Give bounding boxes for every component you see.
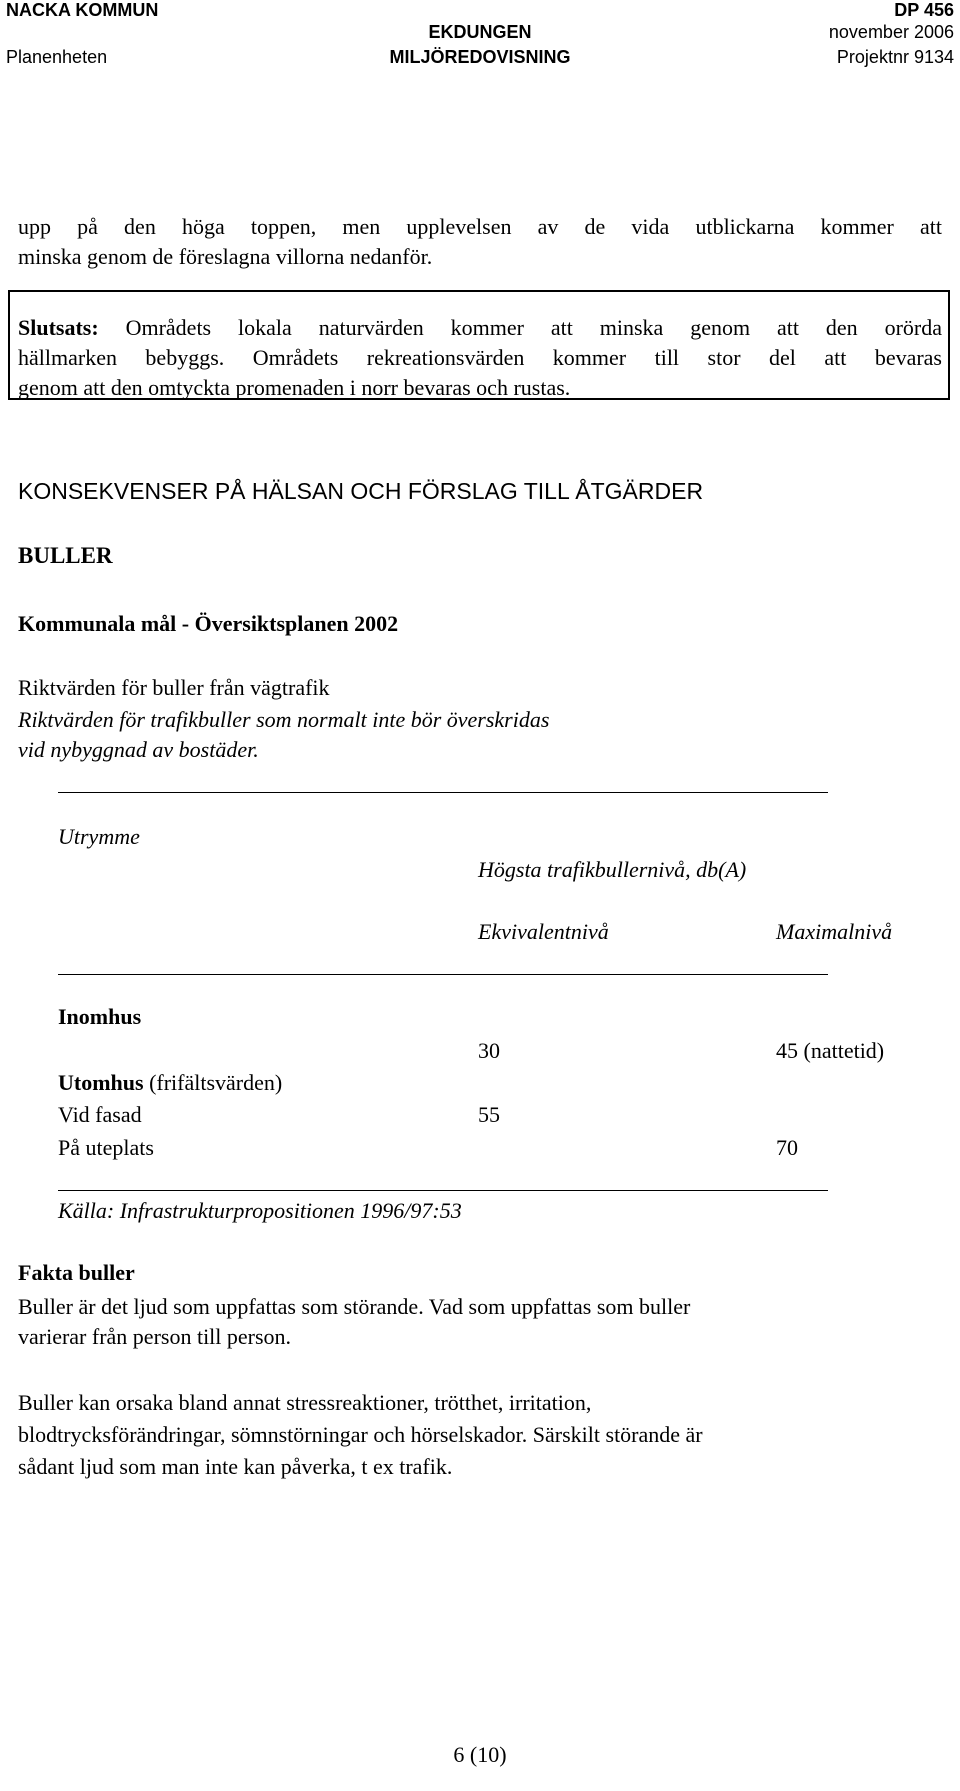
- buller-heading: BULLER: [18, 543, 113, 568]
- page-number: 6 (10): [453, 1742, 507, 1767]
- table-col-eq: Ekvivalentnivå: [478, 919, 609, 944]
- table-row-facade-eq: 55: [478, 1102, 500, 1127]
- table-row-indoor-eq: 30: [478, 1038, 500, 1063]
- table-row-indoor-label: Inomhus: [58, 1004, 142, 1029]
- table-row-indoor-max: 45 (nattetid): [776, 1038, 885, 1063]
- guideline-sub-line-1: Riktvärden för trafikbuller som normalt inte bör överskridas: [18, 707, 550, 732]
- facts-p2-line-3: sådant ljud som man inte kan påverka, t ex trafik.: [18, 1454, 453, 1479]
- table-rule-top: [58, 792, 828, 793]
- facts-heading: Fakta buller: [18, 1260, 135, 1285]
- intro-paragraph: [18, 212, 942, 272]
- header-org: NACKA KOMMUN: [6, 0, 159, 20]
- guideline-title: Riktvärden för buller från vägtrafik: [18, 675, 330, 700]
- conclusion-text-1: Områdets lokala naturvärden kommer att minska genom att den orörda: [98, 315, 942, 340]
- header-doc-id: DP 456: [894, 0, 954, 20]
- table-row-facade-label: Vid fasad: [58, 1102, 142, 1127]
- table-row-outdoor: [58, 1068, 282, 1098]
- header-unit: Planenheten: [6, 47, 108, 67]
- goal-heading: Kommunala mål - Översiktsplanen 2002: [18, 611, 399, 636]
- facts-p2-line-1: Buller kan orsaka bland annat stressreaktioner, trötthet, irritation,: [18, 1390, 592, 1415]
- table-col-group: Högsta trafikbullernivå, db(A): [478, 857, 747, 882]
- table-row-patio-label: På uteplats: [58, 1135, 154, 1160]
- table-row-outdoor-label: Utomhus: [58, 1070, 144, 1095]
- conclusion-label: Slutsats:: [18, 315, 99, 340]
- intro-line-1: upp på den höga toppen, men upplevelsen av de vida utblickarna kommer att: [18, 214, 942, 239]
- table-rule-bottom: [58, 1190, 828, 1191]
- header-project-no: Projektnr 9134: [836, 47, 954, 67]
- table-rule-header: [58, 974, 828, 975]
- facts-p2-line-2: blodtrycksförändringar, sömnstörningar och hörselskador. Särskilt störande är: [18, 1422, 703, 1447]
- table-row-outdoor-note: (frifältsvärden): [143, 1070, 283, 1095]
- table-row-patio-max: 70: [776, 1135, 798, 1160]
- conclusion-line-1: [18, 313, 942, 343]
- facts-p1-line-2: varierar från person till person.: [18, 1324, 292, 1349]
- header-date: november 2006: [828, 22, 954, 42]
- table-col-space: Utrymme: [58, 824, 140, 849]
- conclusion-paragraph: [18, 313, 942, 403]
- conclusion-line-2: hällmarken bebyggs. Områdets rekreationsvärden kommer till stor del att bevaras: [18, 345, 942, 370]
- section-heading: KONSEKVENSER PÅ HÄLSAN OCH FÖRSLAG TILL ÅTGÄRDER: [18, 478, 704, 504]
- table-col-max: Maximalnivå: [776, 919, 893, 944]
- table-source: Källa: Infrastrukturpropositionen 1996/97:53: [58, 1198, 462, 1223]
- header-section: MILJÖREDOVISNING: [389, 47, 571, 67]
- conclusion-line-3: genom att den omtyckta promenaden i norr bevaras och rustas.: [18, 375, 571, 400]
- header-project: EKDUNGEN: [428, 22, 532, 42]
- guideline-sub-line-2: vid nybyggnad av bostäder.: [18, 737, 259, 762]
- intro-line-2: minska genom de föreslagna villorna nedanför.: [18, 244, 433, 269]
- facts-p1-line-1: Buller är det ljud som uppfattas som störande. Vad som uppfattas som buller: [18, 1294, 691, 1319]
